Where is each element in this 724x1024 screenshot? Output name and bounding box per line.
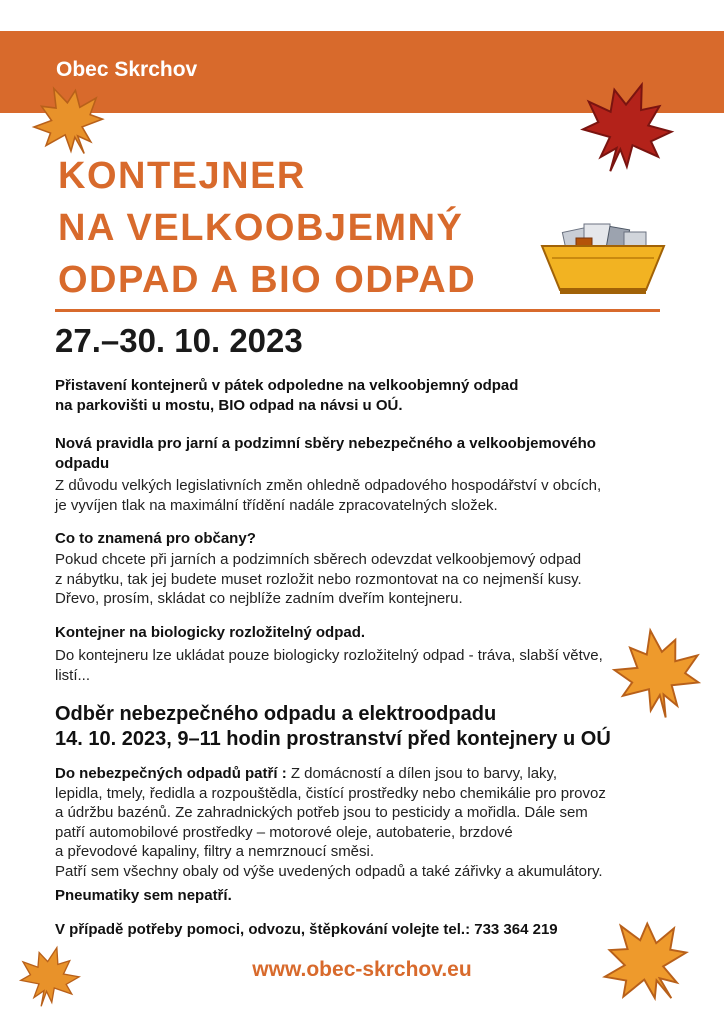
page-title bbox=[58, 150, 578, 306]
rules-heading-line: Nová pravidla pro jarní a podzimní sběry nebezpečného a velkoobjemového bbox=[55, 435, 596, 452]
rules-text-line: Z důvodu velkých legislativních změn ohledně odpadového hospodářství v obcích, bbox=[55, 477, 602, 494]
container-icon bbox=[538, 218, 668, 300]
hazardous-label: Do nebezpečných odpadů patří : bbox=[55, 765, 287, 782]
maple-leaf-icon bbox=[576, 78, 676, 178]
hazardous-heading-line: Odběr nebezpečného odpadu a elektroodpadu bbox=[55, 703, 497, 725]
rules-heading bbox=[55, 434, 675, 473]
title-line: ODPAD A BIO ODPAD bbox=[58, 259, 477, 301]
rules-heading-line: odpadu bbox=[55, 454, 110, 472]
title-divider bbox=[55, 309, 660, 312]
hazardous-text-line: a převodové kapaliny, filtry a nemrznoucí směsi. bbox=[55, 843, 375, 860]
municipality-name: Obec Skrchov bbox=[56, 58, 198, 81]
citizens-heading: Co to znamená pro občany? bbox=[55, 530, 256, 547]
bio-heading: Kontejner na biologicky rozložitelný odpad. bbox=[55, 624, 366, 641]
citizens-text-line: Pokud chcete při jarních a podzimních sběrech odevzdat velkoobjemový odpad bbox=[55, 551, 582, 568]
hazardous-text-line: patří automobilové prostředky – motorové oleje, autobaterie, brzdové bbox=[55, 823, 513, 841]
placement-line: Přistavení kontejnerů v pátek odpoledne na velkoobjemný odpad bbox=[55, 377, 519, 394]
maple-leaf-icon bbox=[30, 82, 108, 160]
event-date: 27.–30. 10. 2023 bbox=[55, 322, 303, 359]
hazardous-text-line: Z domácností a dílen jsou to barvy, laky, bbox=[286, 765, 558, 782]
bio-text-line: listí... bbox=[55, 666, 91, 684]
hazardous-text-line: a údržbu bazénů. Ze zahradnických potřeb jsou to pesticidy a mořidla. Dále sem bbox=[55, 804, 588, 821]
citizens-text-line: z nábytku, tak jej budete muset rozložit nebo rozmontovat na co nejmenší kusy. bbox=[55, 570, 582, 588]
tyres-note: Pneumatiky sem nepatří. bbox=[55, 887, 232, 904]
placement-info bbox=[55, 376, 655, 415]
hazardous-text bbox=[55, 764, 665, 881]
contact-line: V případě potřeby pomoci, odvozu, štěpkování volejte tel.: 733 364 219 bbox=[55, 921, 558, 938]
website-link[interactable]: www.obec-skrchov.eu bbox=[252, 958, 472, 981]
bio-text bbox=[55, 646, 655, 685]
rules-text-line: je vyvíjen tlak na maximální třídění nadále zpracovatelných složek. bbox=[55, 496, 498, 514]
hazardous-text-line: Patří sem všechny obaly od výše uvedených odpadů a také zářivky a akumulátory. bbox=[55, 862, 603, 880]
rules-text bbox=[55, 476, 655, 515]
hazardous-heading bbox=[55, 702, 675, 752]
hazardous-text-line: lepidla, tmely, ředidla a rozpouštědla, čistící prostředky nebo chemikálie pro provoz bbox=[55, 784, 606, 802]
hazardous-heading-line: 14. 10. 2023, 9–11 hodin prostranství před kontejnery u OÚ bbox=[55, 728, 611, 750]
title-line: KONTEJNER bbox=[58, 155, 306, 197]
citizens-text bbox=[55, 550, 655, 609]
citizens-text-line: Dřevo, prosím, skládat co nejblíže zadním dveřím kontejneru. bbox=[55, 590, 463, 607]
placement-line: na parkovišti u mostu, BIO odpad na návsi u OÚ. bbox=[55, 396, 403, 414]
title-line: NA VELKOOBJEMNÝ bbox=[58, 207, 464, 249]
bio-text-line: Do kontejneru lze ukládat pouze biologicky rozložitelný odpad - tráva, slabší větve, bbox=[55, 647, 603, 664]
